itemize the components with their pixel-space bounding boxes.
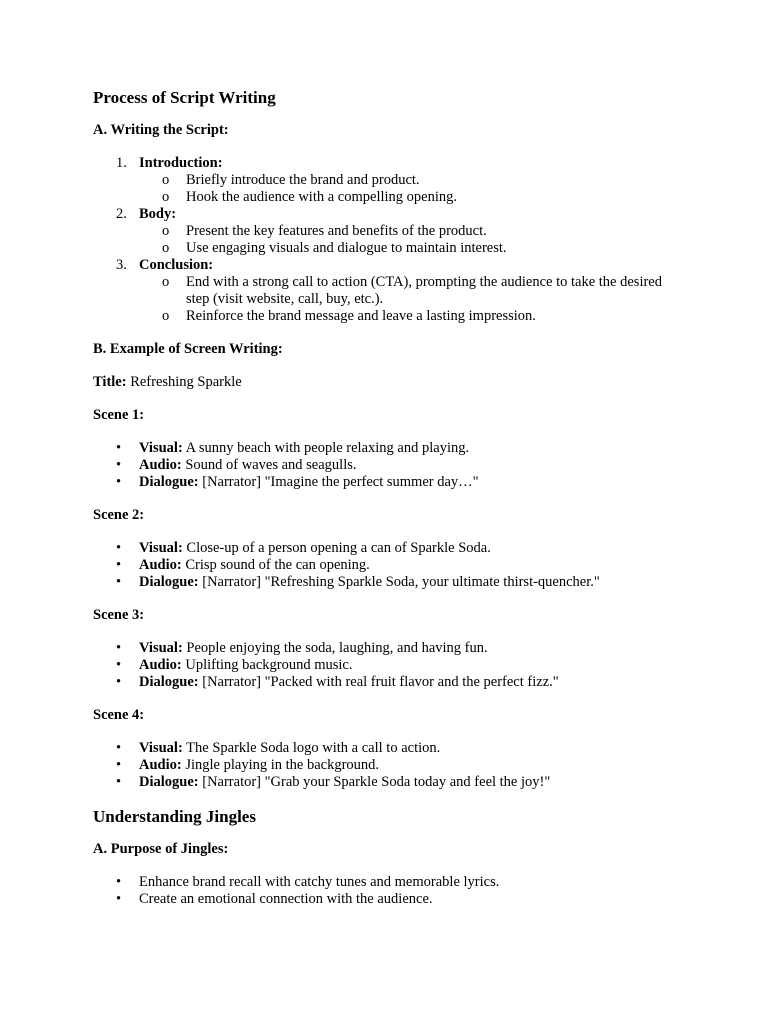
scene-heading: Scene 3:	[93, 607, 145, 623]
list-item-text: Briefly introduce the brand and product.	[186, 172, 420, 188]
script-steps-list-2	[93, 206, 683, 223]
list-item	[139, 308, 683, 325]
list-item-text: End with a strong call to action (CTA), prompting the audience to take the desired step (visit website, call, buy, etc.).	[186, 274, 662, 307]
list-item-text: Create an emotional connection with the audience.	[139, 891, 433, 907]
document-page	[93, 88, 683, 908]
circle-bullet-icon: o	[162, 223, 170, 239]
list-item	[93, 757, 683, 774]
list-item	[93, 557, 683, 574]
audio-text: Uplifting background music.	[185, 657, 353, 673]
bullet-icon: •	[116, 457, 122, 473]
dialogue-label: Dialogue:	[139, 774, 199, 790]
scene-heading: Scene 4:	[93, 707, 145, 723]
bullet-icon: •	[116, 474, 122, 490]
list-item-text: Use engaging visuals and dialogue to maintain interest.	[186, 240, 507, 256]
subheading-writing-the-script: A. Writing the Script:	[93, 122, 229, 138]
sub-list-body	[93, 223, 683, 257]
list-item	[139, 274, 683, 308]
list-item	[93, 891, 683, 908]
bullet-icon: •	[116, 674, 122, 690]
bullet-icon: •	[116, 891, 122, 907]
subheading-purpose-of-jingles: A. Purpose of Jingles:	[93, 841, 229, 857]
list-number: 3.	[116, 257, 127, 273]
list-item	[93, 774, 683, 791]
list-item-text: Enhance brand recall with catchy tunes and memorable lyrics.	[139, 874, 500, 890]
audio-label: Audio:	[139, 657, 182, 673]
circle-bullet-icon: o	[162, 172, 170, 188]
visual-text: Close-up of a person opening a can of Sparkle Soda.	[186, 540, 491, 556]
circle-bullet-icon: o	[162, 308, 170, 324]
scene-2-list	[93, 540, 683, 591]
list-item-text: Reinforce the brand message and leave a lasting impression.	[186, 308, 536, 324]
subheading-example-screen-writing: B. Example of Screen Writing:	[93, 341, 283, 357]
list-item	[139, 223, 683, 240]
audio-text: Jingle playing in the background.	[185, 757, 380, 773]
scene-3-list	[93, 640, 683, 691]
scene-4-list	[93, 740, 683, 791]
dialogue-text: [Narrator] "Refreshing Sparkle Soda, your ultimate thirst-quencher."	[202, 574, 600, 590]
bullet-icon: •	[116, 740, 122, 756]
step-label: Conclusion:	[139, 257, 214, 273]
bullet-icon: •	[116, 774, 122, 790]
audio-text: Sound of waves and seagulls.	[185, 457, 357, 473]
circle-bullet-icon: o	[162, 240, 170, 256]
list-item	[139, 189, 683, 206]
section-title-jingles: Understanding Jingles	[93, 807, 256, 826]
sub-list-conclusion	[93, 274, 683, 325]
list-item	[139, 240, 683, 257]
title-value: Refreshing Sparkle	[130, 374, 242, 390]
list-item	[93, 574, 683, 591]
list-item	[93, 440, 683, 457]
list-item	[93, 540, 683, 557]
visual-label: Visual:	[139, 640, 183, 656]
audio-label: Audio:	[139, 457, 182, 473]
list-item	[93, 657, 683, 674]
sub-list-introduction	[93, 172, 683, 206]
bullet-icon: •	[116, 440, 122, 456]
visual-text: The Sparkle Soda logo with a call to action.	[186, 740, 441, 756]
dialogue-text: [Narrator] "Packed with real fruit flavor and the perfect fizz."	[202, 674, 559, 690]
audio-label: Audio:	[139, 557, 182, 573]
step-label: Body:	[139, 206, 177, 222]
list-item-step-2	[93, 206, 683, 223]
bullet-icon: •	[116, 874, 122, 890]
scene-1-list	[93, 440, 683, 491]
bullet-icon: •	[116, 640, 122, 656]
list-item-step-3	[93, 257, 683, 274]
scene-heading: Scene 1:	[93, 407, 145, 423]
script-steps-list-3	[93, 257, 683, 274]
list-item	[139, 172, 683, 189]
list-item-text: Present the key features and benefits of the product.	[186, 223, 487, 239]
step-label: Introduction:	[139, 155, 223, 171]
bullet-icon: •	[116, 757, 122, 773]
script-title-line	[93, 374, 683, 391]
list-item-text: Hook the audience with a compelling opening.	[186, 189, 457, 205]
script-steps-list	[93, 155, 683, 172]
jingles-purpose-list	[93, 874, 683, 908]
list-item	[93, 474, 683, 491]
bullet-icon: •	[116, 557, 122, 573]
list-item	[93, 740, 683, 757]
audio-label: Audio:	[139, 757, 182, 773]
scene-heading: Scene 2:	[93, 507, 145, 523]
visual-text: A sunny beach with people relaxing and playing.	[185, 440, 470, 456]
list-number: 1.	[116, 155, 127, 171]
list-item	[93, 674, 683, 691]
audio-text: Crisp sound of the can opening.	[185, 557, 370, 573]
bullet-icon: •	[116, 574, 122, 590]
list-item	[93, 640, 683, 657]
dialogue-text: [Narrator] "Grab your Sparkle Soda today and feel the joy!"	[202, 774, 551, 790]
circle-bullet-icon: o	[162, 274, 170, 290]
dialogue-label: Dialogue:	[139, 574, 199, 590]
dialogue-label: Dialogue:	[139, 474, 199, 490]
title-label: Title:	[93, 374, 127, 390]
list-item-step-1	[93, 155, 683, 172]
dialogue-text: [Narrator] "Imagine the perfect summer day…"	[202, 474, 479, 490]
list-item	[93, 457, 683, 474]
circle-bullet-icon: o	[162, 189, 170, 205]
list-number: 2.	[116, 206, 127, 222]
bullet-icon: •	[116, 657, 122, 673]
visual-label: Visual:	[139, 540, 183, 556]
bullet-icon: •	[116, 540, 122, 556]
dialogue-label: Dialogue:	[139, 674, 199, 690]
visual-label: Visual:	[139, 740, 183, 756]
visual-label: Visual:	[139, 440, 183, 456]
list-item	[93, 874, 683, 891]
visual-text: People enjoying the soda, laughing, and having fun.	[186, 640, 488, 656]
section-title-script-writing: Process of Script Writing	[93, 88, 276, 107]
